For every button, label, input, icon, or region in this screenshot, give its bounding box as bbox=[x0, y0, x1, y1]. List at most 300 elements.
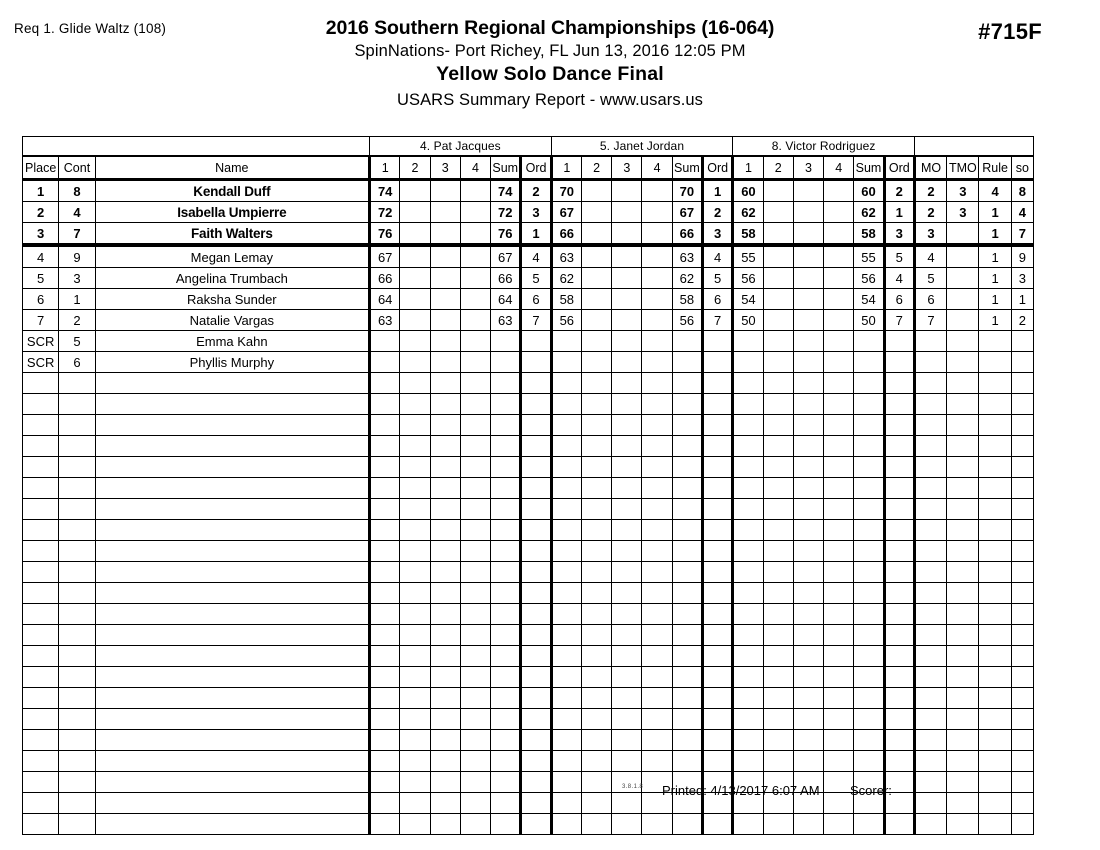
cell-j4-s4 bbox=[460, 604, 490, 625]
table-row[interactable] bbox=[23, 180, 1034, 202]
score-sheet bbox=[22, 136, 1034, 835]
cell-j4-s4 bbox=[460, 223, 490, 246]
cell-j5-sum: 56 bbox=[672, 310, 702, 331]
cell-tmo bbox=[947, 604, 979, 625]
cell-mo bbox=[914, 604, 946, 625]
cell-name bbox=[95, 373, 369, 394]
cell-j4-s2 bbox=[400, 289, 430, 310]
cell-j4-sum bbox=[491, 520, 521, 541]
cell-j4-s2 bbox=[400, 814, 430, 835]
cell-j4-ord bbox=[521, 541, 551, 562]
cell-cont: 5 bbox=[59, 331, 95, 352]
table-row[interactable] bbox=[23, 289, 1034, 310]
cell-rule bbox=[979, 541, 1011, 562]
table-row-empty[interactable] bbox=[23, 499, 1034, 520]
cell-j4-s1 bbox=[370, 373, 400, 394]
page-header bbox=[0, 0, 1100, 122]
cell-j5-s3 bbox=[612, 352, 642, 373]
cell-j4-s1: 63 bbox=[370, 310, 400, 331]
table-row[interactable] bbox=[23, 245, 1034, 268]
cell-j5-sum: 58 bbox=[672, 289, 702, 310]
cell-j4-s2 bbox=[400, 625, 430, 646]
cell-mo bbox=[914, 751, 946, 772]
cell-place bbox=[23, 709, 59, 730]
table-row-empty[interactable] bbox=[23, 625, 1034, 646]
cell-rule bbox=[979, 331, 1011, 352]
cell-j4-s3 bbox=[430, 604, 460, 625]
cell-j8-ord bbox=[884, 583, 914, 604]
cell-j4-s1 bbox=[370, 751, 400, 772]
header-j8-score4: 4 bbox=[824, 156, 854, 180]
cell-name bbox=[95, 583, 369, 604]
cell-cont bbox=[59, 562, 95, 583]
cell-j8-s2 bbox=[763, 667, 793, 688]
cell-place: 4 bbox=[23, 245, 59, 268]
cell-j5-ord bbox=[703, 478, 733, 499]
cell-rule bbox=[979, 394, 1011, 415]
cell-mo bbox=[914, 646, 946, 667]
header-j5-sum: Sum bbox=[672, 156, 702, 180]
cell-j5-s3 bbox=[612, 646, 642, 667]
table-row[interactable] bbox=[23, 331, 1034, 352]
cell-so bbox=[1011, 751, 1033, 772]
cell-j8-s4 bbox=[824, 310, 854, 331]
cell-j5-s2 bbox=[581, 245, 611, 268]
cell-place: 5 bbox=[23, 268, 59, 289]
table-row-empty[interactable] bbox=[23, 394, 1034, 415]
cell-j5-ord bbox=[703, 394, 733, 415]
cell-tmo bbox=[947, 562, 979, 583]
cell-so bbox=[1011, 499, 1033, 520]
cell-j4-s4 bbox=[460, 268, 490, 289]
cell-mo bbox=[914, 457, 946, 478]
cell-j8-s2 bbox=[763, 499, 793, 520]
cell-j8-s3 bbox=[793, 688, 823, 709]
cell-j4-s3 bbox=[430, 478, 460, 499]
cell-j5-s2 bbox=[581, 331, 611, 352]
cell-j5-s3 bbox=[612, 373, 642, 394]
cell-place bbox=[23, 436, 59, 457]
cell-j8-ord bbox=[884, 562, 914, 583]
cell-place bbox=[23, 499, 59, 520]
cell-j4-s3 bbox=[430, 245, 460, 268]
cell-j4-ord bbox=[521, 352, 551, 373]
cell-j8-sum bbox=[854, 604, 884, 625]
cell-j4-s2 bbox=[400, 688, 430, 709]
cell-j8-s1 bbox=[733, 604, 763, 625]
cell-j8-ord: 6 bbox=[884, 289, 914, 310]
cell-j5-s4 bbox=[642, 331, 672, 352]
cell-j5-s1 bbox=[551, 541, 581, 562]
cell-j5-s1 bbox=[551, 415, 581, 436]
cell-j5-ord bbox=[703, 688, 733, 709]
cell-j5-s1: 66 bbox=[551, 223, 581, 246]
cell-j5-s4 bbox=[642, 373, 672, 394]
cell-j5-s3 bbox=[612, 310, 642, 331]
cell-j8-s4 bbox=[824, 499, 854, 520]
cell-tmo bbox=[947, 457, 979, 478]
cell-j8-sum bbox=[854, 625, 884, 646]
cell-j8-s1 bbox=[733, 562, 763, 583]
cell-j5-s1 bbox=[551, 520, 581, 541]
table-row[interactable] bbox=[23, 268, 1034, 289]
cell-mo bbox=[914, 625, 946, 646]
cell-tmo bbox=[947, 541, 979, 562]
cell-name bbox=[95, 541, 369, 562]
cell-j8-s2 bbox=[763, 751, 793, 772]
cell-j4-ord bbox=[521, 436, 551, 457]
cell-j5-s3 bbox=[612, 625, 642, 646]
cell-j8-s3 bbox=[793, 478, 823, 499]
cell-j4-ord bbox=[521, 646, 551, 667]
cell-tmo bbox=[947, 373, 979, 394]
cell-j8-s2 bbox=[763, 394, 793, 415]
cell-j4-s2 bbox=[400, 646, 430, 667]
cell-j8-sum bbox=[854, 457, 884, 478]
cell-j5-s3 bbox=[612, 499, 642, 520]
cell-j5-s2 bbox=[581, 457, 611, 478]
cell-j4-s3 bbox=[430, 520, 460, 541]
cell-j8-s2 bbox=[763, 646, 793, 667]
cell-j5-s1 bbox=[551, 562, 581, 583]
cell-j5-sum bbox=[672, 730, 702, 751]
cell-j8-s4 bbox=[824, 268, 854, 289]
cell-so bbox=[1011, 436, 1033, 457]
version-tag: 3.8.1.8 bbox=[622, 784, 644, 790]
cell-j4-s4 bbox=[460, 331, 490, 352]
cell-j5-s2 bbox=[581, 562, 611, 583]
header-j4-score3: 3 bbox=[430, 156, 460, 180]
cell-j5-s2 bbox=[581, 583, 611, 604]
cell-j5-sum bbox=[672, 352, 702, 373]
cell-j5-s4 bbox=[642, 499, 672, 520]
cell-j5-ord bbox=[703, 331, 733, 352]
cell-j5-s1 bbox=[551, 436, 581, 457]
cell-j4-s3 bbox=[430, 583, 460, 604]
cell-j4-s2 bbox=[400, 730, 430, 751]
cell-j8-s4 bbox=[824, 541, 854, 562]
cell-cont: 2 bbox=[59, 310, 95, 331]
cell-tmo bbox=[947, 688, 979, 709]
cell-j4-s2 bbox=[400, 245, 430, 268]
cell-mo bbox=[914, 583, 946, 604]
cell-j4-s4 bbox=[460, 562, 490, 583]
cell-tmo bbox=[947, 730, 979, 751]
cell-j8-ord: 7 bbox=[884, 310, 914, 331]
cell-j8-s4 bbox=[824, 180, 854, 202]
cell-name bbox=[95, 667, 369, 688]
cell-j5-s4 bbox=[642, 202, 672, 223]
cell-j8-s3 bbox=[793, 310, 823, 331]
cell-tmo bbox=[947, 583, 979, 604]
cell-j5-s1 bbox=[551, 709, 581, 730]
cell-j4-sum bbox=[491, 331, 521, 352]
header-j8-ord: Ord bbox=[884, 156, 914, 180]
results-table bbox=[22, 136, 1034, 835]
table-row-empty[interactable] bbox=[23, 520, 1034, 541]
cell-j5-s1 bbox=[551, 583, 581, 604]
cell-rule: 1 bbox=[979, 202, 1011, 223]
cell-j4-s1 bbox=[370, 604, 400, 625]
cell-j4-ord bbox=[521, 625, 551, 646]
cell-j5-sum bbox=[672, 457, 702, 478]
cell-cont: 7 bbox=[59, 223, 95, 246]
cell-j4-s3 bbox=[430, 289, 460, 310]
cell-j4-s1 bbox=[370, 436, 400, 457]
table-row-empty[interactable] bbox=[23, 646, 1034, 667]
cell-j5-s2 bbox=[581, 394, 611, 415]
cell-j5-ord bbox=[703, 436, 733, 457]
cell-mo bbox=[914, 709, 946, 730]
cell-j8-s2 bbox=[763, 583, 793, 604]
cell-j8-s3 bbox=[793, 541, 823, 562]
cell-j5-sum bbox=[672, 625, 702, 646]
cell-j8-s1: 50 bbox=[733, 310, 763, 331]
cell-j8-s3 bbox=[793, 583, 823, 604]
cell-j5-s2 bbox=[581, 751, 611, 772]
cell-rule bbox=[979, 709, 1011, 730]
cell-name bbox=[95, 457, 369, 478]
cell-j8-s2 bbox=[763, 415, 793, 436]
cell-j5-sum bbox=[672, 667, 702, 688]
cell-cont bbox=[59, 583, 95, 604]
table-row[interactable] bbox=[23, 223, 1034, 246]
cell-j4-ord bbox=[521, 709, 551, 730]
cell-j8-ord bbox=[884, 646, 914, 667]
cell-j8-ord bbox=[884, 331, 914, 352]
cell-place bbox=[23, 814, 59, 835]
cell-j4-ord bbox=[521, 730, 551, 751]
cell-j5-s2 bbox=[581, 478, 611, 499]
cell-j5-s3 bbox=[612, 604, 642, 625]
table-row[interactable] bbox=[23, 310, 1034, 331]
cell-j8-s1 bbox=[733, 331, 763, 352]
cell-j5-s2 bbox=[581, 520, 611, 541]
cell-j5-sum bbox=[672, 583, 702, 604]
table-row-empty[interactable] bbox=[23, 478, 1034, 499]
cell-tmo bbox=[947, 436, 979, 457]
table-row-empty[interactable] bbox=[23, 730, 1034, 751]
cell-cont bbox=[59, 709, 95, 730]
cell-j4-s4 bbox=[460, 478, 490, 499]
column-header-row bbox=[23, 156, 1034, 180]
cell-j5-sum: 62 bbox=[672, 268, 702, 289]
cell-mo bbox=[914, 814, 946, 835]
cell-j4-sum bbox=[491, 583, 521, 604]
cell-j4-s2 bbox=[400, 457, 430, 478]
cell-j5-s3 bbox=[612, 180, 642, 202]
cell-j8-sum bbox=[854, 352, 884, 373]
cell-j4-s2 bbox=[400, 202, 430, 223]
cell-mo: 3 bbox=[914, 223, 946, 246]
table-row-empty[interactable] bbox=[23, 436, 1034, 457]
printed-timestamp: Printed: 4/13/2017 6:07 AM bbox=[662, 783, 820, 798]
table-row-empty[interactable] bbox=[23, 541, 1034, 562]
cell-j8-s3 bbox=[793, 625, 823, 646]
cell-so bbox=[1011, 583, 1033, 604]
cell-j8-s2 bbox=[763, 202, 793, 223]
cell-j5-sum: 67 bbox=[672, 202, 702, 223]
cell-j5-s4 bbox=[642, 814, 672, 835]
cell-j4-ord: 3 bbox=[521, 202, 551, 223]
cell-so bbox=[1011, 457, 1033, 478]
meet-title: 2016 Southern Regional Championships (16-064) bbox=[325, 17, 775, 39]
cell-j4-sum: 76 bbox=[491, 223, 521, 246]
cell-so: 4 bbox=[1011, 202, 1033, 223]
cell-so bbox=[1011, 541, 1033, 562]
cell-j8-s4 bbox=[824, 730, 854, 751]
table-row-empty[interactable] bbox=[23, 373, 1034, 394]
table-row-empty[interactable] bbox=[23, 583, 1034, 604]
table-row-empty[interactable] bbox=[23, 604, 1034, 625]
cell-j5-ord bbox=[703, 709, 733, 730]
table-row-empty[interactable] bbox=[23, 415, 1034, 436]
cell-so bbox=[1011, 331, 1033, 352]
cell-j5-s3 bbox=[612, 202, 642, 223]
cell-j8-sum: 62 bbox=[854, 202, 884, 223]
cell-rule bbox=[979, 352, 1011, 373]
cell-j4-s2 bbox=[400, 352, 430, 373]
table-row-empty[interactable] bbox=[23, 751, 1034, 772]
cell-rule bbox=[979, 751, 1011, 772]
cell-j8-ord: 5 bbox=[884, 245, 914, 268]
cell-j8-s2 bbox=[763, 352, 793, 373]
table-row-empty[interactable] bbox=[23, 667, 1034, 688]
cell-j4-s4 bbox=[460, 730, 490, 751]
cell-j5-sum bbox=[672, 751, 702, 772]
cell-j4-s1 bbox=[370, 730, 400, 751]
cell-j8-s3 bbox=[793, 373, 823, 394]
cell-j4-s4 bbox=[460, 457, 490, 478]
table-row[interactable] bbox=[23, 352, 1034, 373]
cell-j5-sum bbox=[672, 331, 702, 352]
table-row-empty[interactable] bbox=[23, 457, 1034, 478]
cell-mo: 2 bbox=[914, 180, 946, 202]
cell-j4-s3 bbox=[430, 352, 460, 373]
cell-j8-s1 bbox=[733, 709, 763, 730]
cell-j8-s1: 62 bbox=[733, 202, 763, 223]
table-row-empty[interactable] bbox=[23, 814, 1034, 835]
cell-j8-s1 bbox=[733, 667, 763, 688]
cell-j5-s1 bbox=[551, 373, 581, 394]
header-j4-ord: Ord bbox=[521, 156, 551, 180]
cell-name: Faith Walters bbox=[95, 223, 369, 246]
cell-rule: 1 bbox=[979, 310, 1011, 331]
cell-j4-s1 bbox=[370, 583, 400, 604]
cell-tmo bbox=[947, 667, 979, 688]
cell-j4-ord bbox=[521, 562, 551, 583]
cell-j4-ord bbox=[521, 520, 551, 541]
cell-j5-s4 bbox=[642, 436, 672, 457]
cell-tmo: 3 bbox=[947, 180, 979, 202]
cell-j5-s2 bbox=[581, 688, 611, 709]
cell-j5-s4 bbox=[642, 415, 672, 436]
table-row-empty[interactable] bbox=[23, 688, 1034, 709]
table-row-empty[interactable] bbox=[23, 709, 1034, 730]
cell-j5-sum bbox=[672, 499, 702, 520]
cell-place bbox=[23, 373, 59, 394]
cell-j4-s2 bbox=[400, 499, 430, 520]
cell-j8-s1: 54 bbox=[733, 289, 763, 310]
cell-mo bbox=[914, 730, 946, 751]
cell-j8-s1 bbox=[733, 814, 763, 835]
cell-j8-sum: 55 bbox=[854, 245, 884, 268]
cell-j8-sum bbox=[854, 394, 884, 415]
cell-j8-s3 bbox=[793, 604, 823, 625]
cell-j4-s4 bbox=[460, 352, 490, 373]
cell-place bbox=[23, 520, 59, 541]
cell-j4-s1 bbox=[370, 688, 400, 709]
cell-j4-ord bbox=[521, 478, 551, 499]
cell-rule bbox=[979, 478, 1011, 499]
table-row-empty[interactable] bbox=[23, 562, 1034, 583]
cell-tmo bbox=[947, 646, 979, 667]
cell-j5-s2 bbox=[581, 289, 611, 310]
cell-j5-sum: 63 bbox=[672, 245, 702, 268]
cell-j8-s1 bbox=[733, 625, 763, 646]
cell-j4-sum bbox=[491, 604, 521, 625]
cell-j5-s1 bbox=[551, 352, 581, 373]
cell-j5-s4 bbox=[642, 245, 672, 268]
cell-j4-s2 bbox=[400, 373, 430, 394]
cell-j8-s1: 58 bbox=[733, 223, 763, 246]
cell-j5-ord bbox=[703, 814, 733, 835]
header-cont: Cont bbox=[59, 156, 95, 180]
cell-j4-s4 bbox=[460, 373, 490, 394]
cell-j4-s2 bbox=[400, 310, 430, 331]
cell-rule bbox=[979, 730, 1011, 751]
cell-j4-s1: 74 bbox=[370, 180, 400, 202]
cell-tmo bbox=[947, 415, 979, 436]
cell-mo: 2 bbox=[914, 202, 946, 223]
cell-cont bbox=[59, 478, 95, 499]
cell-j5-ord bbox=[703, 520, 733, 541]
cell-cont bbox=[59, 604, 95, 625]
cell-cont: 1 bbox=[59, 289, 95, 310]
cell-j5-s1 bbox=[551, 646, 581, 667]
cell-j4-sum bbox=[491, 436, 521, 457]
cell-j5-sum bbox=[672, 394, 702, 415]
cell-j4-s2 bbox=[400, 394, 430, 415]
cell-j8-s2 bbox=[763, 604, 793, 625]
cell-cont bbox=[59, 373, 95, 394]
table-row[interactable] bbox=[23, 202, 1034, 223]
cell-j5-s2 bbox=[581, 436, 611, 457]
cell-j8-ord bbox=[884, 730, 914, 751]
requirement-label: Req 1. Glide Waltz (108) bbox=[14, 21, 167, 36]
cell-j8-ord bbox=[884, 667, 914, 688]
cell-name bbox=[95, 478, 369, 499]
cell-name bbox=[95, 562, 369, 583]
cell-j4-s3 bbox=[430, 541, 460, 562]
cell-cont: 4 bbox=[59, 202, 95, 223]
cell-place: 6 bbox=[23, 289, 59, 310]
cell-j8-sum bbox=[854, 541, 884, 562]
cell-j5-s2 bbox=[581, 814, 611, 835]
cell-name bbox=[95, 499, 369, 520]
cell-j4-s2 bbox=[400, 268, 430, 289]
cell-j4-s3 bbox=[430, 457, 460, 478]
cell-j8-sum bbox=[854, 499, 884, 520]
cell-j4-s2 bbox=[400, 709, 430, 730]
cell-j8-s1 bbox=[733, 415, 763, 436]
cell-j8-s3 bbox=[793, 436, 823, 457]
cell-j8-s3 bbox=[793, 289, 823, 310]
cell-j4-s4 bbox=[460, 415, 490, 436]
cell-mo bbox=[914, 499, 946, 520]
cell-j5-ord: 1 bbox=[703, 180, 733, 202]
cell-so bbox=[1011, 394, 1033, 415]
